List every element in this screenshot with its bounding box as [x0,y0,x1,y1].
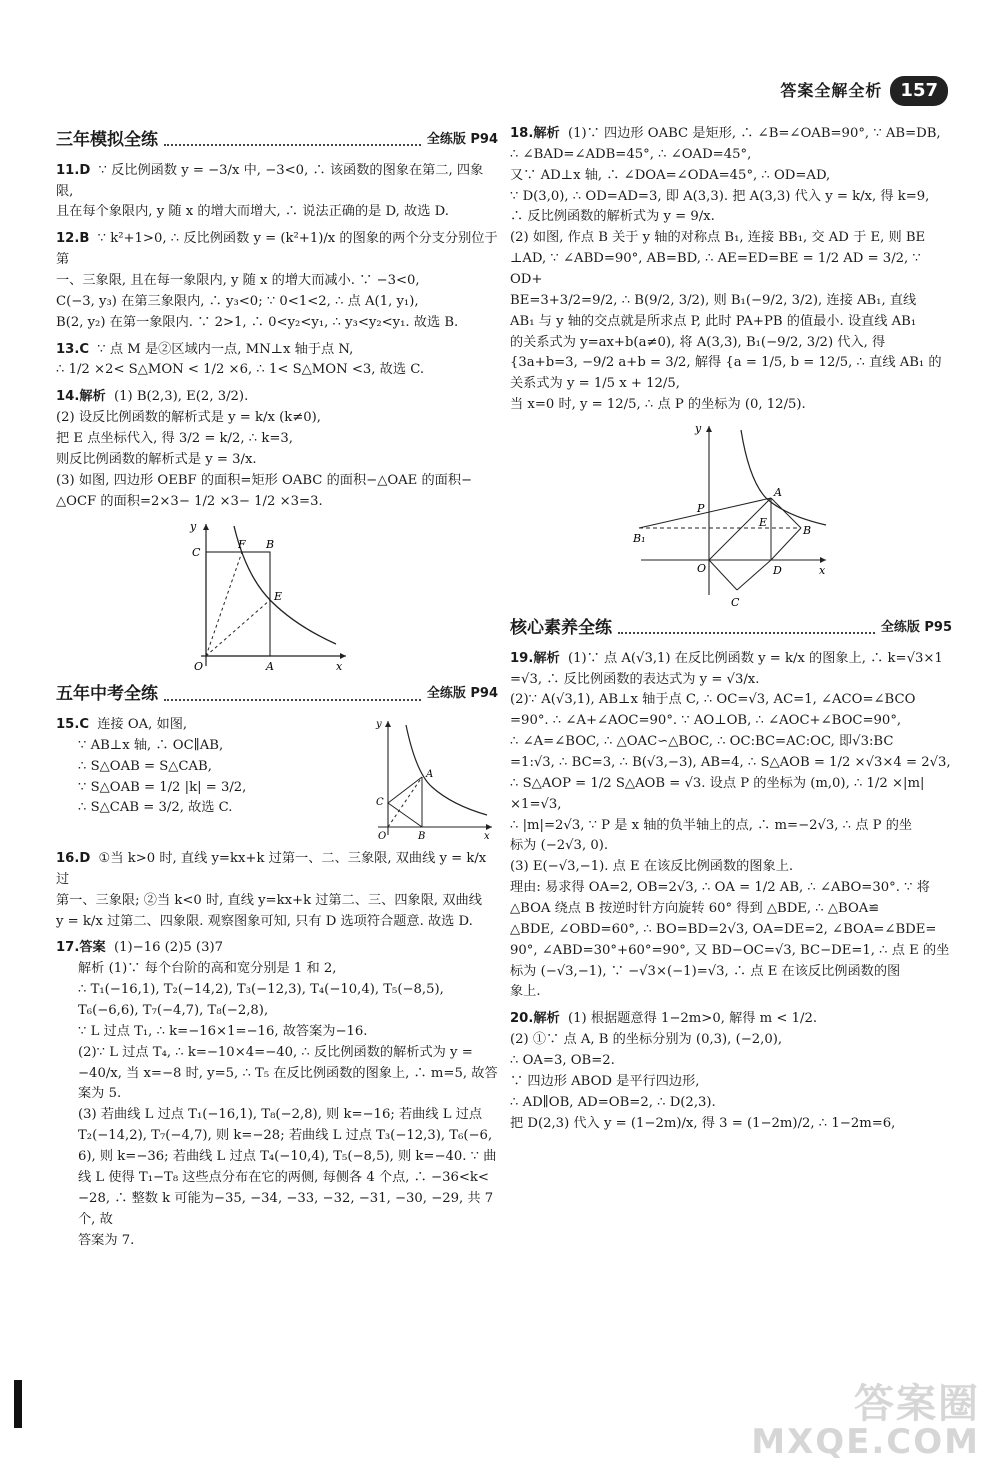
fig-label: O [378,831,387,841]
problem-12 [56,229,498,333]
problem-text: ∵ k²+1>0, ∴ 反比例函数 y = (k²+1)/x 的图象的两个分支分别位于第 [56,231,498,268]
problem-text: =√3, ∴ 反比例函数的表达式为 y = √3/x. [510,671,760,687]
problem-text: ⊥AD, ∵ ∠ABD=90°, AB=BD, ∴ AE=ED=BE = 1/2 AD = 3/2, ∵ OD+ [510,251,921,288]
fig-label: x [819,564,826,578]
problem-number: 18.解析 [510,126,560,141]
figure-14-graph [186,516,356,676]
problem-text: ∵ AB⊥x 轴, ∴ OC∥AB, [78,737,224,753]
section-title: 五年中考全练 [56,684,158,705]
problem-text: 把 D(2,3) 代入 y = (1−2m)/x, 得 3 = (1−2m)/2, ∴ 1−2m=6, [510,1115,896,1131]
problem-text: ∴ OA=3, OB=2. [510,1053,615,1068]
problem-text: ∵ 四边形 ABOD 是平行四边形, [510,1073,700,1089]
problem-text: 线 L 使得 T₁−T₈ 这些点分布在它的两侧, 每侧各 4 个点, ∴ −36<k< [78,1169,489,1185]
problem-number: 16.D [56,851,91,867]
fig-label: C [731,596,740,610]
problem-16 [56,849,498,932]
problem-text: 一、三象限, 且在每一象限内, y 随 x 的增大而减小. ∵ −3<0, [56,272,420,288]
problem-text: ∵ D(3,0), ∴ OD=AD=3, 即 A(3,3). 把 A(3,3) 代入 y = k/x, 得 k=9, [510,188,930,204]
problem-text: ∴ T₁(−16,1), T₂(−14,2), T₃(−12,3), T₄(−10,4), T₅(−8,5), [78,982,444,998]
problem-18 [510,124,952,610]
problem-text: (1)∵ 点 A(√3,1) 在反比例函数 y = k/x 的图象上, ∴ k=√3×1 [567,650,943,666]
problem-text: 90°, ∠ABD=30°+60°=90°, 又 BD−OC=√3, BC−DE=1, ∴ 点 E 的坐 [510,942,950,958]
problem-text: ∴ S△OAB = S△CAB, [78,758,212,774]
left-column [56,122,498,1257]
problem-text: ∵ 反比例函数 y = −3/x 中, −3<0, ∴ 该函数的图象在第二, 四象限, [56,162,484,199]
fig-label: E [759,516,768,530]
problem-text: (3) E(−√3,−1). 点 E 在该反比例函数的图象上. [510,859,794,875]
problem-text: (2) 如图, 作点 B 关于 y 轴的对称点 B₁, 连接 BB₁, 交 AD 于 E, 则 BE [510,230,926,246]
section-header-core-literacy [510,616,952,641]
problem-text: (1) B(2,3), E(2, 3/2). [113,389,249,405]
problem-text: (2)∵ A(√3,1), AB⊥x 轴于点 C, ∴ OC=√3, AC=1, ∠ACO=∠BCO [510,692,916,708]
problem-text: (2)∵ L 过点 T₄, ∴ k=−10×4=−40, ∴ 反比例函数的解析式为 y = [78,1044,473,1060]
section-ref: 全练版 P94 [426,131,498,147]
problem-text: {3a+b=3, −9/2 a+b = 3/2, 解得 {a = 1/5, b = 12/5, ∴ 直线 AB₁ 的关系式为 y = 1/5 x + 12/5, [510,355,942,392]
problem-19 [510,649,952,1004]
right-column [510,122,952,1140]
fig-label: A [774,486,782,500]
problem-text: 解析 (1)∵ 每个台阶的高和宽分别是 1 和 2, [78,961,337,977]
problem-13 [56,340,498,382]
fig-label: y [376,719,382,731]
fig-label: x [484,831,490,841]
problem-text: (3) 若曲线 L 过点 T₁(−16,1), T₈(−2,8), 则 k=−16; 若曲线 L 过点 [78,1107,483,1123]
problem-text: (1) 根据题意得 1−2m>0, 解得 m < 1/2. [567,1011,818,1027]
problem-text: 又∵ AD⊥x 轴, ∴ ∠DOA=∠ODA=45°, ∴ OD=AD, [510,167,831,183]
problem-text: −28, ∴ 整数 k 可能为−35, −34, −33, −32, −31, −30, −29, 共 7 个, 故 [78,1190,494,1227]
problem-text: y = k/x 过第二、四象限. 观察图象可知, 只有 D 选项符合题意. 故选 D. [56,913,473,929]
problem-number: 13.C [56,341,90,357]
problem-text: 理由: 易求得 OA=2, OB=2√3, ∴ OA = 1/2 AB, ∴ ∠ABO=30°. ∵ 将 [510,880,930,896]
section-ref: 全练版 P95 [880,619,952,635]
problem-text: ∴ ∠BAD=∠ADB=45°, ∴ ∠OAD=45°, [510,146,752,162]
problem-14 [56,387,498,676]
problem-text: ∴ S△CAB = 3/2, 故选 C. [78,800,233,816]
problem-answer: (1)−16 (2)5 (3)7 [113,940,223,956]
problem-text: B(2, y₂) 在第一象限内. ∵ 2>1, ∴ 0<y₂<y₁, ∴ y₃<y₂<y₁. 故选 B. [56,314,459,330]
problem-text: 答案为 7. [78,1232,135,1248]
figure-15-graph [372,715,497,840]
problem-text: 把 E 点坐标代入, 得 3/2 = k/2, ∴ k=3, [56,430,293,446]
problem-number: 19.解析 [510,650,560,666]
problem-number: 12.B [56,231,90,247]
problem-17 [56,938,498,1251]
problem-number: 14.解析 [56,389,106,405]
fig-label: C [192,546,201,560]
problem-text: ∵ S△OAB = 1/2 |k| = 3/2, [78,779,247,795]
problem-text: ∴ ∠A=∠BOC, ∴ △OAC∽△BOC, ∴ OC:BC=AC:OC, 即√3:BC [510,734,894,750]
fig-label: B [803,524,812,538]
fig-label: B [266,538,275,552]
section-divider [618,622,875,634]
section-divider [164,134,421,146]
fig-label: x [336,660,343,674]
problem-text: ∵ L 过点 T₁, ∴ k=−16×1=−16, 故答案为−16. [78,1023,368,1039]
problem-number: 20.解析 [510,1011,560,1027]
fig-label: C [376,797,384,809]
problem-15 [56,715,498,843]
problem-text: 案为 5. [78,1086,122,1102]
problem-text: △OCF 的面积=2×3− 1/2 ×3− 1/2 ×3=3. [56,493,323,509]
problem-number: 15.C [56,717,90,733]
problem-text: =90°. ∴ ∠A+∠AOC=90°. ∵ AO⊥OB, ∴ ∠AOC+∠BOC=90°, [510,713,902,729]
fig-label: A [266,660,274,674]
watermark-url: MXQE.COM [751,1422,980,1463]
problem-text: (3) 如图, 四边形 OEBF 的面积=矩形 OABC 的面积−△OAE 的面积− [56,472,473,488]
section-divider [164,689,421,701]
section-title: 三年模拟全练 [56,130,158,150]
fig-label: E [274,590,283,604]
problem-text: 连接 OA, 如图, [97,717,188,733]
problem-text: 标为 (−√3,−1), ∵ −√3×(−1)=√3, ∴ 点 E 在该反比例函数的图 [510,963,901,979]
figure-18-graph [631,420,831,610]
problem-text: 则反比例函数的解析式是 y = 3/x. [56,451,257,467]
header-title: 答案全解全析 [780,81,883,101]
problem-11 [56,161,498,224]
problem-number: 11.D [56,162,91,178]
problem-text: (2) 设反比例函数的解析式是 y = k/x (k≠0), [56,410,321,426]
site-watermark [751,1383,980,1461]
section-ref: 全练版 P94 [426,686,498,702]
section-header-three-year [56,128,498,153]
problem-text: ∴ 反比例函数的解析式为 y = 9/x. [510,209,715,225]
problem-text: 象上. [510,984,541,1000]
problem-text: 当 x=0 时, y = 12/5, ∴ 点 P 的坐标为 (0, 12/5). [510,397,806,413]
problem-text: ①当 k>0 时, 直线 y=kx+k 过第一、二、三象限, 双曲线 y = k/x 过 [56,851,487,887]
problem-text: △BDE, ∠OBD=60°, ∴ BO=BD=2√3, OA=DE=2, ∠BOA=∠BDE= [510,921,937,937]
fig-label: O [194,660,204,674]
problem-text: ∴ S△AOP = 1/2 S△AOB = √3. 设点 P 的坐标为 (m,0), ∴ 1/2 ×|m|×1=√3, [510,775,925,812]
fig-label: O [697,562,707,576]
section-title: 核心素养全练 [510,618,612,639]
problem-number: 17.答案 [56,940,106,956]
problem-text: (2) ①∵ 点 A, B 的坐标分别为 (0,3), (−2,0), [510,1032,783,1048]
problem-text: C(−3, y₃) 在第三象限内, ∴ y₃<0; ∵ 0<1<2, ∴ 点 A(1, y₁), [56,293,419,309]
problem-text: −40/x, 当 x=−8 时, y=5, ∴ T₅ 在反比例函数的图象上, ∴ m=5, 故答 [78,1065,498,1081]
fig-label: D [773,564,782,578]
fig-label: y [190,520,197,534]
problem-text: BE=3+3/2=9/2, ∴ B(9/2, 3/2), 则 B₁(−9/2, 3/2), 连接 AB₁, 直线 [510,292,917,308]
problem-text: =1:√3, ∴ BC=3, ∴ B(√3,−3), AB=4, ∴ S△AOB = 1/2 ×√3×4 = 2√3, [510,754,951,770]
problem-text: 第一、三象限; ②当 k<0 时, 直线 y=kx+k 过第二、三、四象限, 双曲线 [56,892,482,908]
fig-label: B [418,831,426,841]
problem-text: T₂(−14,2), T₇(−4,7), 则 k=−28; 若曲线 L 过点 T₃(−12,3), T₆(−6, [78,1128,493,1144]
fig-label: y [695,422,702,436]
problem-20 [510,1009,952,1134]
fig-label: B₁ [633,532,646,546]
problem-text: ∴ AD∥OB, AD=OB=2, ∴ D(2,3). [510,1094,716,1110]
problem-text: (1)∵ 四边形 OABC 是矩形, ∴ ∠B=∠OAB=90°, ∵ AB=DB, [567,126,941,141]
page-corner-mark [14,1380,22,1428]
problem-text: ∴ |m|=2√3, ∵ P 是 x 轴的负半轴上的点, ∴ m=−2√3, ∴ 点 P 的坐 [510,817,913,833]
section-header-five-year [56,682,498,707]
problem-text: 的关系式为 y=ax+b(a≠0), 将 A(3,3), B₁(−9/2, 3/2) 代入, 得 [510,334,886,350]
problem-text: AB₁ 与 y 轴的交点就是所求点 P, 此时 PA+PB 的值最小. 设直线 AB₁ [510,313,917,329]
problem-text: 且在每个象限内, y 随 x 的增大而增大, ∴ 说法正确的是 D, 故选 D. [56,204,449,220]
problem-text: 标为 (−2√3, 0). [510,838,609,854]
page-number: 157 [890,76,948,106]
fig-label: P [697,502,705,516]
fig-label: F [238,538,246,552]
problem-text: T₆(−6,6), T₇(−4,7), T₈(−2,8), [78,1003,269,1019]
watermark-logo-text: 答案圈 [854,1381,980,1428]
problem-text: △BOA 绕点 B 按逆时针方向旋转 60° 得到 △BDE, ∴ △BOA≌ [510,900,880,916]
page-header [780,76,948,106]
fig-label: A [426,769,434,781]
problem-text: 6), 则 k=−36; 若曲线 L 过点 T₄(−10,4), T₅(−8,5), 则 k=−40. ∵ 曲 [78,1149,497,1165]
problem-text: ∵ 点 M 是②区域内一点, MN⊥x 轴于点 N, [97,341,354,357]
problem-text: ∴ 1/2 ×2< S△MON < 1/2 ×6, ∴ 1< S△MON <3, 故选 C. [56,362,425,378]
